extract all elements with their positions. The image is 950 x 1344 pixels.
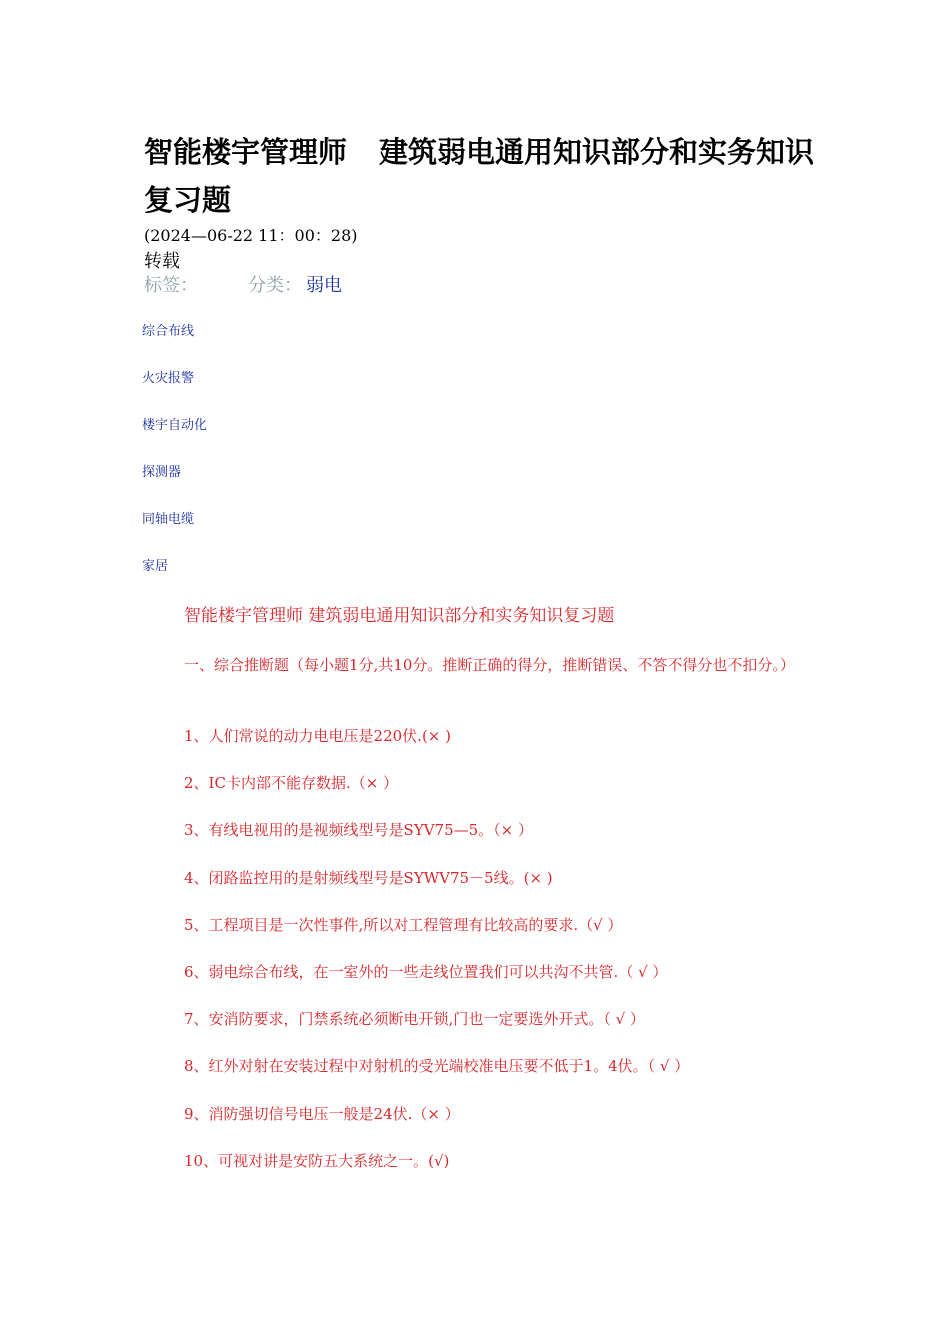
- question-item: 3、有线电视用的是视频线型号是SYV75—5。（× ）: [184, 821, 534, 840]
- section-title: 智能楼宇管理师 建筑弱电通用知识部分和实务知识复习题: [184, 606, 615, 626]
- category-label: 分类：: [248, 275, 302, 296]
- repost-label: 转载: [144, 251, 180, 272]
- tag-link[interactable]: 火灾报警: [142, 371, 195, 386]
- tag-link[interactable]: 同轴电缆: [142, 512, 195, 527]
- question-item: 9、消防强切信号电压一般是24伏.（× ）: [184, 1104, 460, 1123]
- title-part-2: 建筑弱电通用知识部分和实务知识复习题: [144, 135, 815, 217]
- question-list: [184, 724, 689, 1196]
- section-intro: 一、综合推断题（每小题1分,共10分。推断正确的得分，推断错误、不答不得分也不扣分。）: [184, 656, 795, 674]
- question-item: 7、安消防要求，门禁系统必须断电开锁,门也一定要选外开式。（ √ ）: [184, 1010, 645, 1029]
- question-item: 2、IC卡内部不能存数据.（× ）: [184, 774, 399, 793]
- question-item: 5、工程项目是一次性事件,所以对工程管理有比较高的要求.（√ ）: [184, 915, 623, 934]
- question-item: 4、闭路监控用的是射频线型号是SYWV75－5线。(× ): [184, 868, 553, 887]
- tag-list: [142, 322, 207, 604]
- tag-link[interactable]: 探测器: [142, 465, 182, 480]
- tag-link[interactable]: 综合布线: [142, 324, 195, 339]
- category-link[interactable]: 弱电: [306, 275, 342, 296]
- post-date: (2024—06-22 11：00：28): [144, 226, 358, 245]
- tag-link[interactable]: 楼宇自动化: [142, 418, 208, 433]
- tag-link[interactable]: 家居: [142, 559, 169, 574]
- question-item: 8、红外对射在安装过程中对射机的受光端校准电压要不低于1。4伏。（ √ ）: [184, 1057, 690, 1076]
- tags-category-row: [144, 274, 342, 298]
- article-title: [144, 128, 824, 224]
- question-item: 6、弱电综合布线，在一室外的一些走线位置我们可以共沟不共管.（ √ ）: [184, 962, 668, 981]
- question-item: 10、可视对讲是安防五大系统之一。(√): [184, 1151, 450, 1170]
- question-item: 1、人们常说的动力电电压是220伏.(× ): [184, 727, 451, 745]
- tags-label: 标签：: [144, 275, 198, 296]
- title-part-1: 智能楼宇管理师: [144, 135, 348, 169]
